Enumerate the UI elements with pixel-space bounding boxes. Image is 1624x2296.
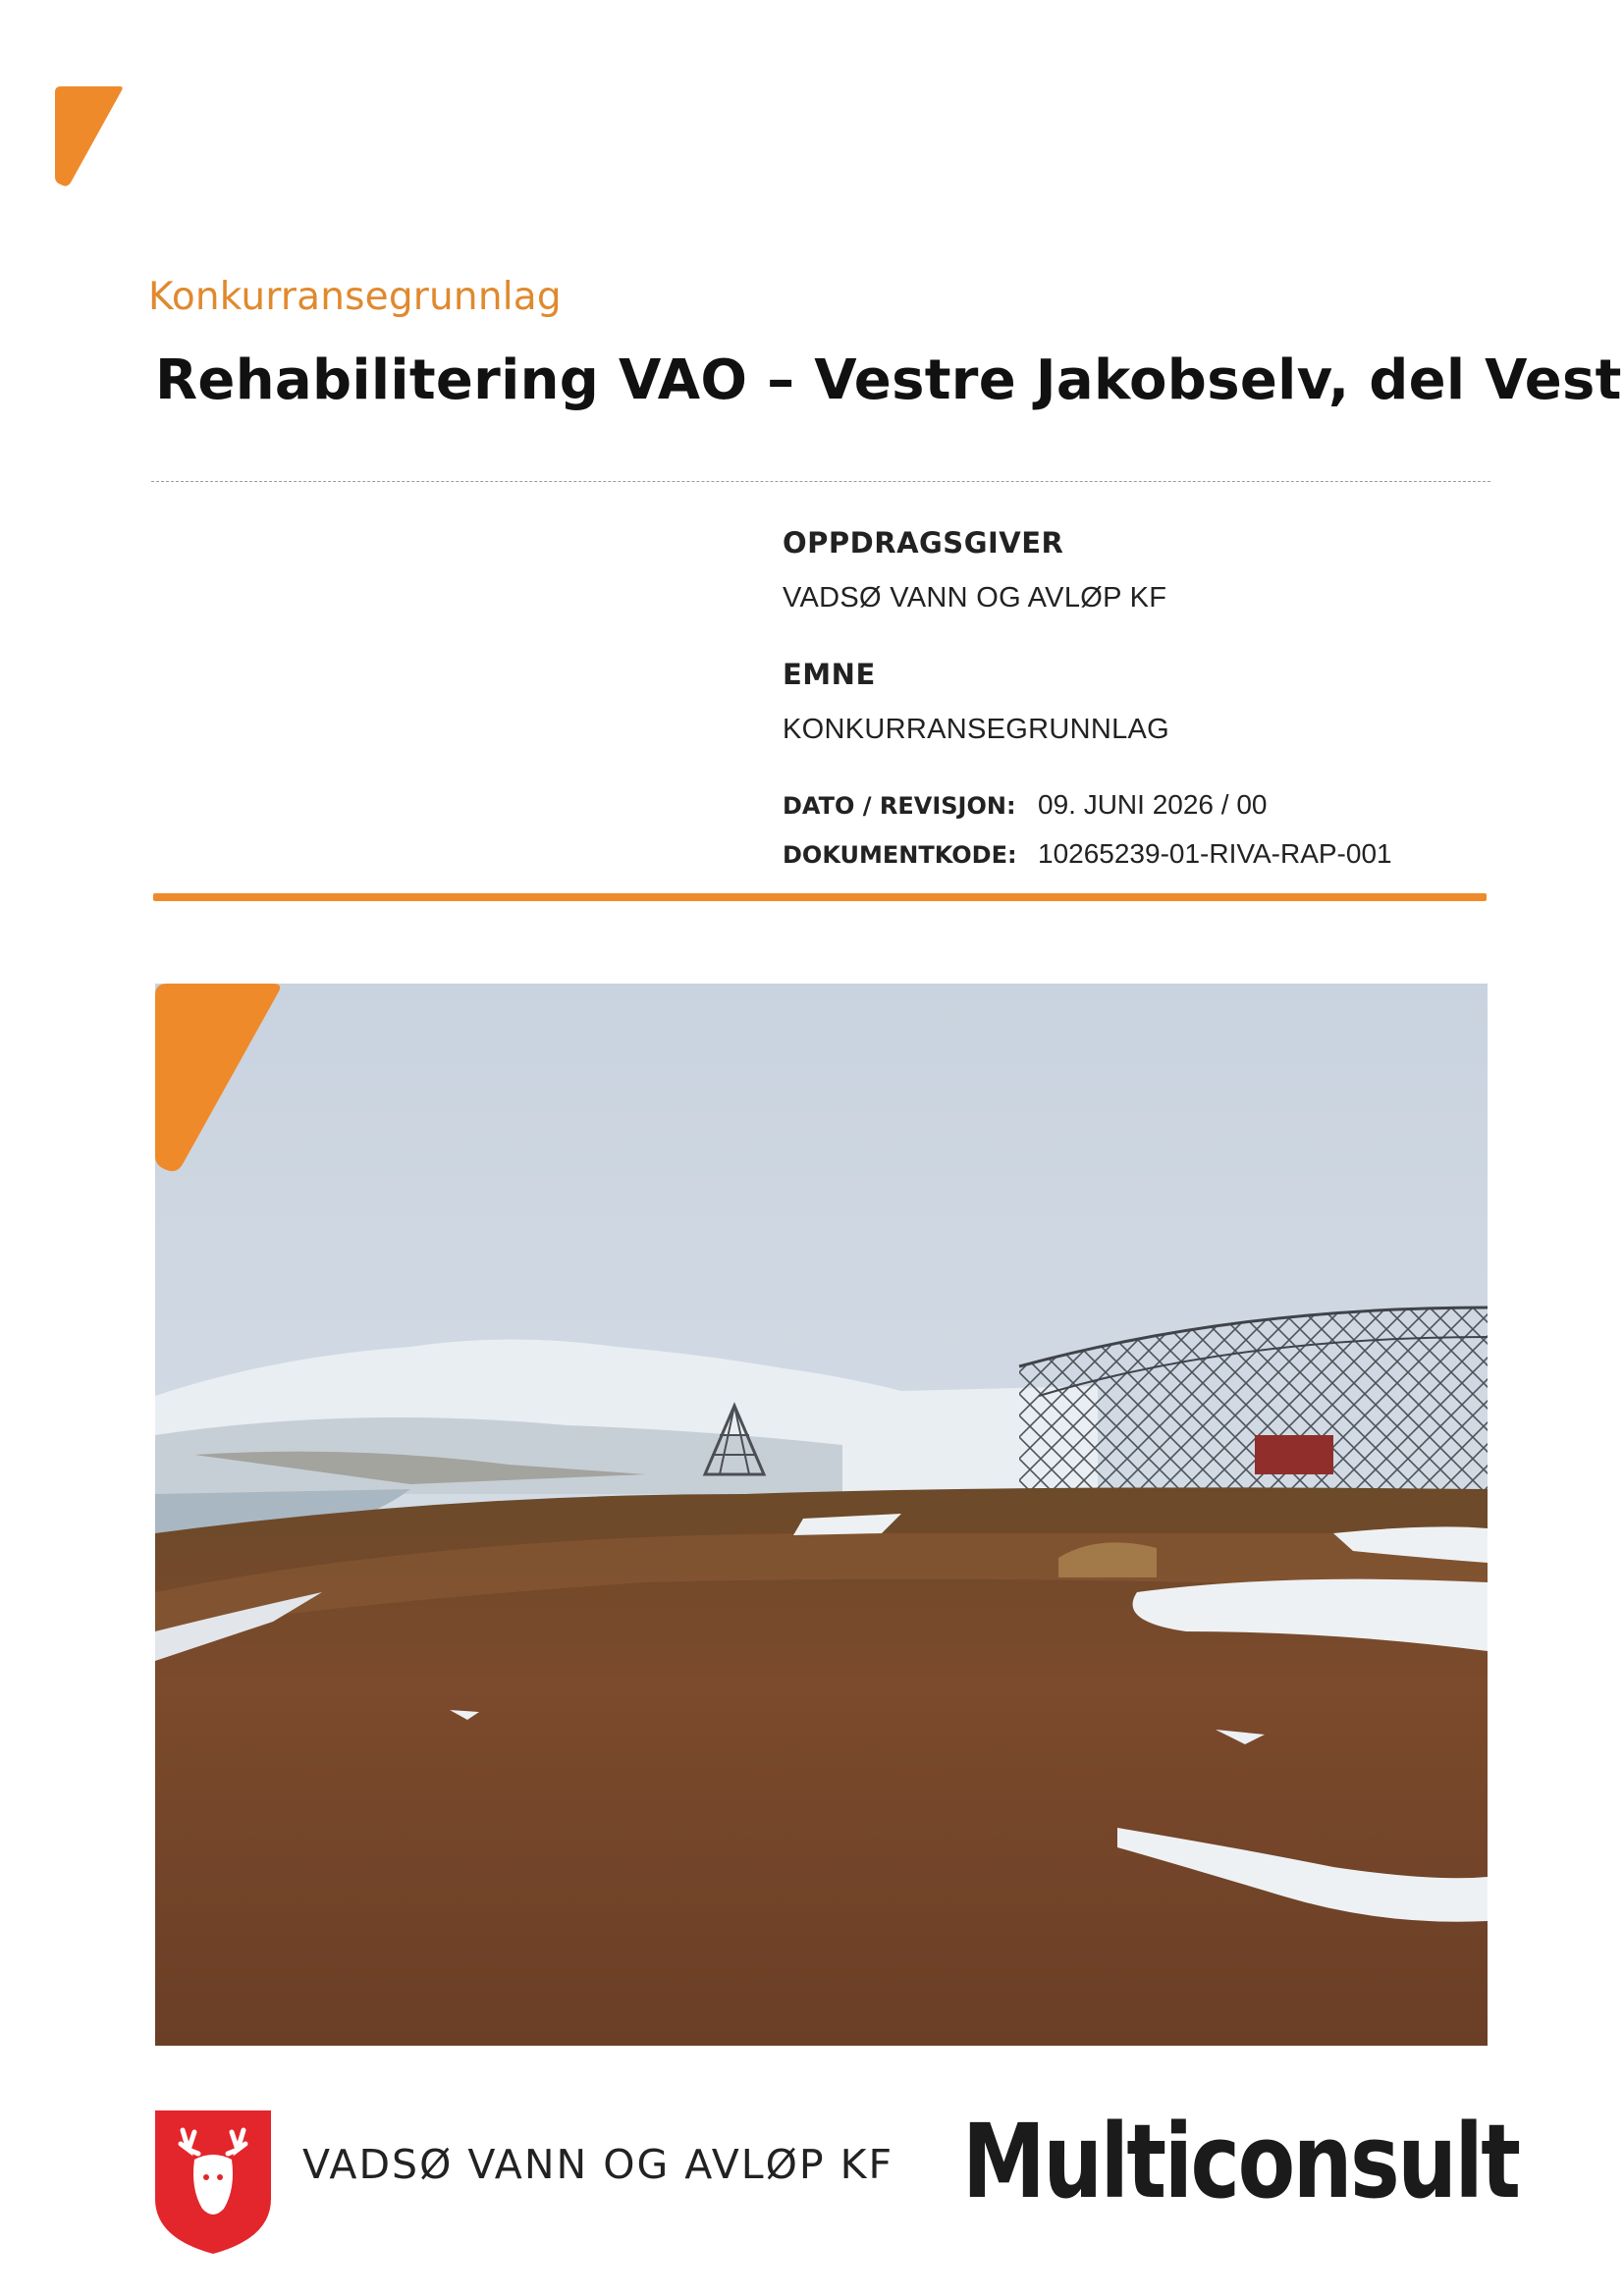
- orange-divider: [153, 893, 1487, 901]
- reindeer-shield-icon: [155, 2110, 271, 2254]
- document-code-value: 10265239-01-RIVA-RAP-001: [1038, 838, 1392, 869]
- client-label: OPPDRAGSGIVER: [783, 526, 1064, 560]
- corner-mark-icon: [55, 86, 124, 187]
- dashed-divider: [151, 481, 1490, 482]
- subject-label: EMNE: [783, 658, 876, 691]
- meta-info: [783, 526, 1489, 870]
- document-subtitle: Konkurransegrunnlag: [148, 275, 562, 319]
- client-org-name: VADSØ VANN OG AVLØP KF: [302, 2141, 894, 2188]
- subject-value: KONKURRANSEGRUNNLAG: [783, 714, 1170, 745]
- client-logo: [155, 2110, 893, 2254]
- client-value: VADSØ VANN OG AVLØP KF: [783, 582, 1167, 614]
- date-value: 09. JUNI 2026 / 00: [1038, 789, 1268, 820]
- document-title: Rehabilitering VAO – Vestre Jakobselv, del Vest: [155, 348, 1622, 412]
- company-logo: Multiconsult: [962, 2102, 1519, 2221]
- photo-corner-mark-icon: [155, 984, 283, 1172]
- cover-photo: [155, 984, 1488, 2046]
- document-code-label: DOKUMENTKODE:: [783, 841, 1017, 869]
- date-label: DATO / REVISJON:: [783, 792, 1016, 820]
- document-code-row: [783, 838, 1489, 870]
- date-row: [783, 789, 1489, 821]
